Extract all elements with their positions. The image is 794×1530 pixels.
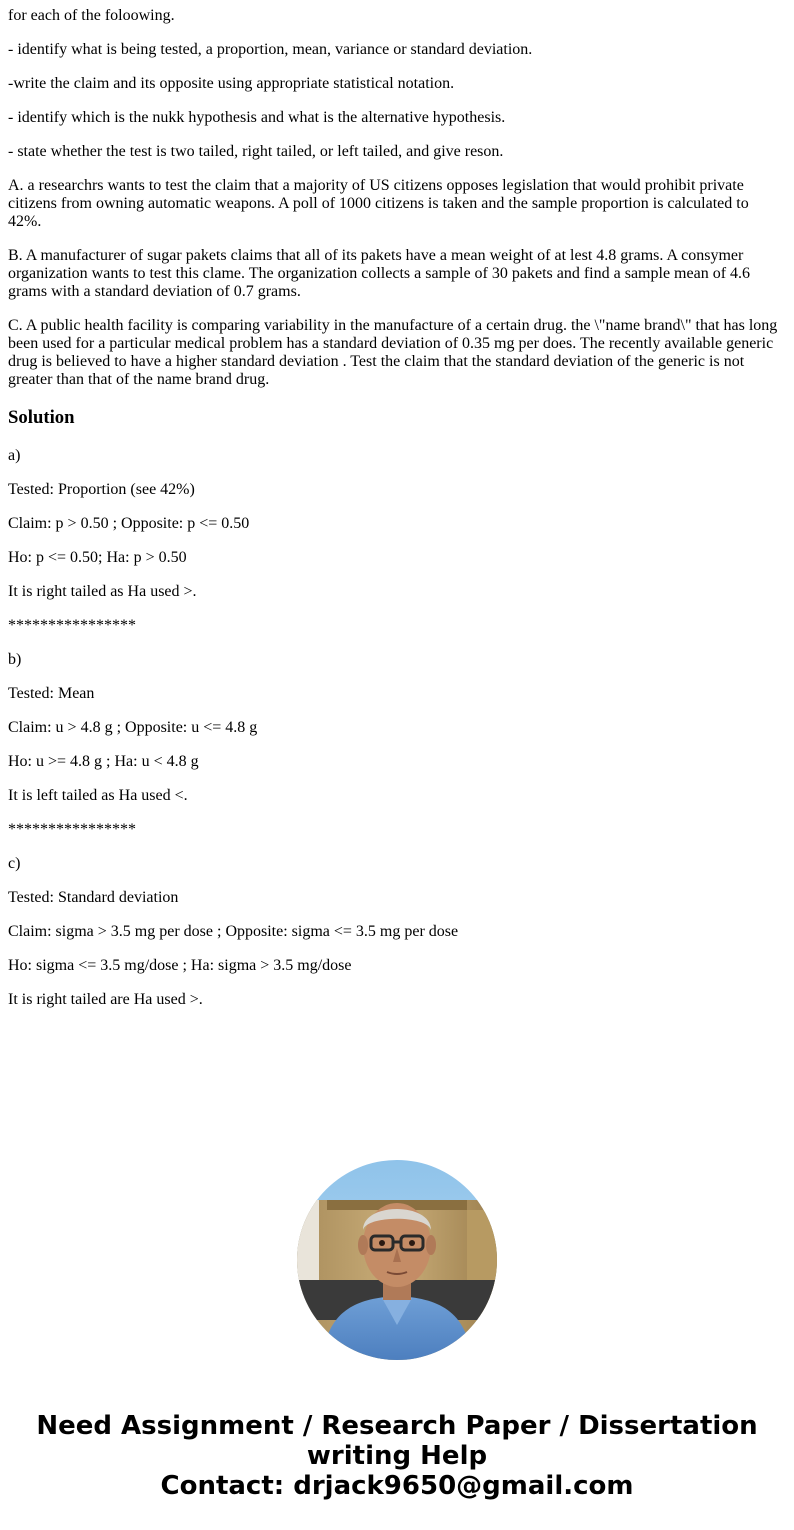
promo-line: Need Assignment / Research Paper / Dissertation bbox=[36, 1411, 758, 1441]
part-label: b) bbox=[8, 651, 22, 668]
question-intro: for each of the foloowing. bbox=[8, 7, 175, 24]
separator: **************** bbox=[8, 821, 136, 838]
part-tail: It is right tailed are Ha used >. bbox=[8, 991, 203, 1008]
solution-heading: Solution bbox=[8, 407, 75, 428]
part-tail: It is left tailed as Ha used <. bbox=[8, 787, 188, 804]
part-label: a) bbox=[8, 447, 21, 464]
part-hypothesis: Ho: p <= 0.50; Ha: p > 0.50 bbox=[8, 549, 187, 566]
part-claim: Claim: u > 4.8 g ; Opposite: u <= 4.8 g bbox=[8, 719, 258, 736]
part-label: c) bbox=[8, 855, 21, 872]
task-item: - identify what is being tested, a proportion, mean, variance or standard deviation. bbox=[8, 41, 533, 58]
part-tested: Tested: Mean bbox=[8, 685, 95, 702]
part-tail: It is right tailed as Ha used >. bbox=[8, 583, 197, 600]
promo-contact: Contact: drjack9650@gmail.com bbox=[160, 1471, 634, 1501]
task-item: - state whether the test is two tailed, right tailed, or left tailed, and give reson. bbox=[8, 143, 504, 160]
problem-b: B. A manufacturer of sugar pakets claims that all of its pakets have a mean weight of at lest 4.8 grams. A consymer organization wants to test this clame. The organization collects a sample of 30 pakets and find a sample mean of 4.6 grams with a standard deviation of 0.7 grams. bbox=[8, 247, 751, 300]
part-hypothesis: Ho: sigma <= 3.5 mg/dose ; Ha: sigma > 3.5 mg/dose bbox=[8, 957, 352, 974]
promo-line: writing Help bbox=[306, 1441, 488, 1471]
person-photo-icon bbox=[297, 1160, 497, 1360]
task-item: - identify which is the nukk hypothesis and what is the alternative hypothesis. bbox=[8, 109, 506, 126]
separator: **************** bbox=[8, 617, 136, 634]
part-claim: Claim: sigma > 3.5 mg per dose ; Opposite: sigma <= 3.5 mg per dose bbox=[8, 923, 459, 940]
avatar bbox=[297, 1160, 497, 1360]
document-body bbox=[0, 7, 794, 1009]
part-tested: Tested: Standard deviation bbox=[8, 889, 179, 906]
problem-c: C. A public health facility is comparing variability in the manufacture of a certain drug. the \"name brand\" that has long been used for a particular medical problem has a standard deviation of 0.35 mg per does. The recently available generic drug is believed to have a higher standard deviation . Test the claim that the standard deviation of the generic is not greater than that of the name brand drug. bbox=[8, 317, 778, 388]
part-tested: Tested: Proportion (see 42%) bbox=[8, 481, 195, 498]
task-item: -write the claim and its opposite using appropriate statistical notation. bbox=[8, 75, 455, 92]
problem-a: A. a researchrs wants to test the claim that a majority of US citizens opposes legislation that would prohibit private citizens from owning automatic weapons. A poll of 1000 citizens is taken and the sample proportion is calculated to 42%. bbox=[8, 177, 749, 230]
part-claim: Claim: p > 0.50 ; Opposite: p <= 0.50 bbox=[8, 515, 250, 532]
part-hypothesis: Ho: u >= 4.8 g ; Ha: u < 4.8 g bbox=[8, 753, 199, 770]
promo-banner bbox=[0, 1411, 794, 1501]
